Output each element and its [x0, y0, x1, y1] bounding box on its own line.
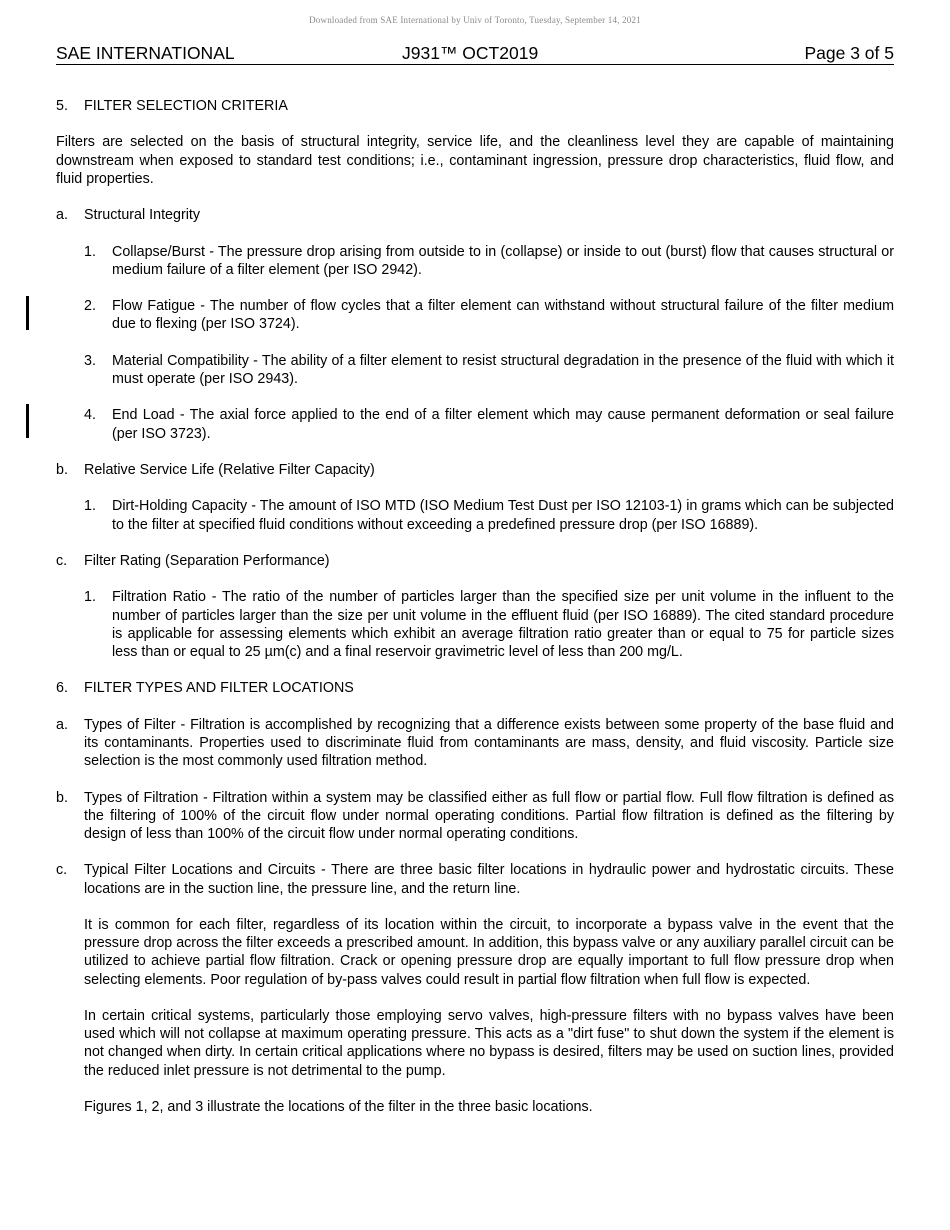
subsection-title: Relative Service Life (Relative Filter Capacity): [84, 461, 375, 478]
list-item: [84, 352, 894, 388]
paragraph: It is common for each filter, regardless of its location within the circuit, to incorporate a bypass valve in the event that the pressure drop across the filter exceeds a prescribed amount. In addition, this bypass valve or any auxiliary parallel circuit can be utilized to achieve partial flow filtration. Crack or opening pressure drop are equally important to full flow pressure drop when selecting elements. Poor regulation of by-pass valves could result in partial flow filtration when full flow is expected.: [84, 916, 894, 988]
subsection-6b: [56, 789, 894, 844]
revision-change-bar: [26, 296, 29, 330]
list-item: [84, 588, 894, 661]
header-page-number: Page 3 of 5: [804, 43, 894, 63]
list-item-text: Collapse/Burst - The pressure drop arising from outside to in (collapse) or inside to out (burst) flow that causes structural or medium failure of a filter element (per ISO 2942).: [112, 243, 894, 278]
subsection-title: Structural Integrity: [84, 207, 201, 224]
list-item-number: 1.: [84, 589, 96, 606]
list-item-text: Material Compatibility - The ability of a filter element to resist structural degradation in the presence of the fluid with which it must operate (per ISO 2943).: [112, 352, 894, 387]
section-title: FILTER TYPES AND FILTER LOCATIONS: [84, 680, 354, 697]
subsection-5c-heading: [56, 552, 894, 570]
list-item: [84, 297, 894, 333]
header-organization: SAE INTERNATIONAL: [56, 43, 235, 63]
subsection-5a-heading: [56, 206, 894, 224]
list-item-text: End Load - The axial force applied to the end of a filter element which may cause permanent deformation or seal failure (per ISO 3723).: [112, 407, 894, 442]
paragraph: Figures 1, 2, and 3 illustrate the locations of the filter in the three basic locations.: [84, 1098, 593, 1115]
list-item: [84, 243, 894, 279]
section-5-intro: Filters are selected on the basis of structural integrity, service life, and the cleanliness level they are capable of maintaining downstream when exposed to standard test conditions; i.e., contaminant ingression, pressure drop characteristics, fluid flow, and fluid properties.: [56, 134, 894, 187]
subsection-label: b.: [56, 461, 68, 478]
subsection-text: Types of Filtration - Filtration within a system may be classified either as full flow or partial flow. Full flow filtration is defined as the filtering of 100% of the circuit flow under normal operating conditions. Partial flow filtration is defined as the filtering by design of less than 100% of the circuit flow under normal operating conditions.: [84, 789, 894, 842]
subsection-text: Types of Filter - Filtration is accomplished by recognizing that a difference exists between some property of the base fluid and its contaminants. Properties used to discriminate fluid from contaminants are mass, density, and fluid viscosity. Particle size selection is the most commonly used filtration method.: [84, 716, 894, 770]
document-body: [56, 97, 894, 1116]
subsection-label: a.: [56, 716, 68, 733]
list-item-text: Flow Fatigue - The number of flow cycles that a filter element can withstand without structural failure of the filter medium due to flexing (per ISO 3724).: [112, 298, 894, 333]
section-6-heading: [56, 679, 894, 697]
section-number: 6.: [56, 680, 68, 697]
list-item: [84, 406, 894, 442]
subsection-label: b.: [56, 789, 68, 806]
header-document-number: J931™ OCT2019: [402, 43, 539, 63]
revision-change-bar: [26, 404, 29, 438]
section-number: 5.: [56, 98, 68, 114]
subsection-6c: [56, 861, 894, 897]
subsection-text: Typical Filter Locations and Circuits - There are three basic filter locations in hydraulic power and hydrostatic circuits. These locations are in the suction line, the pressure line, and the return line.: [84, 862, 894, 897]
list-item-number: 4.: [84, 407, 96, 424]
subsection-label: c.: [56, 552, 68, 569]
list-item-text: Filtration Ratio - The ratio of the number of particles larger than the specified size per unit volume in the influent to the number of particles larger than the size per unit volume in the effluent fluid (per ISO 16889). The cited standard procedure is applicable for assessing elements which exhibit an average filtration ratio greater than or equal to 75 for particle sizes less than or equal to 25 µm(c) and a final reservoir gravimetric level of less than 200 mg/L.: [112, 589, 894, 660]
section-5-heading: [56, 97, 894, 115]
list-item-number: 2.: [84, 298, 96, 315]
page-header: [56, 43, 894, 65]
list-item-number: 1.: [84, 498, 96, 515]
paragraph: In certain critical systems, particularly those employing servo valves, high-pressure filters with no bypass valves have been used which will not collapse at maximum operating pressure. This acts as a "dirt fuse" to shut down the system if the element is not changed when dirty. In certain critical applications where no bypass is desired, filters may be used on suction lines, provided the reduced inlet pressure is not detrimental to the pump.: [84, 1007, 894, 1079]
subsection-6a: [56, 716, 894, 771]
list-item-number: 1.: [84, 243, 96, 260]
list-item-number: 3.: [84, 352, 96, 369]
section-title: FILTER SELECTION CRITERIA: [84, 98, 288, 114]
subsection-title: Filter Rating (Separation Performance): [84, 552, 330, 569]
list-item-text: Dirt-Holding Capacity - The amount of ISO MTD (ISO Medium Test Dust per ISO 12103-1) in grams which can be subjected to the filter at specified fluid conditions without exceeding a predefined pressure drop (per ISO 16889).: [112, 498, 894, 533]
subsection-label: c.: [56, 862, 68, 879]
download-watermark: Downloaded from SAE International by Univ of Toronto, Tuesday, September 14, 2021: [309, 15, 641, 25]
subsection-label: a.: [56, 207, 68, 224]
list-item: [84, 497, 894, 533]
subsection-5b-heading: [56, 461, 894, 479]
